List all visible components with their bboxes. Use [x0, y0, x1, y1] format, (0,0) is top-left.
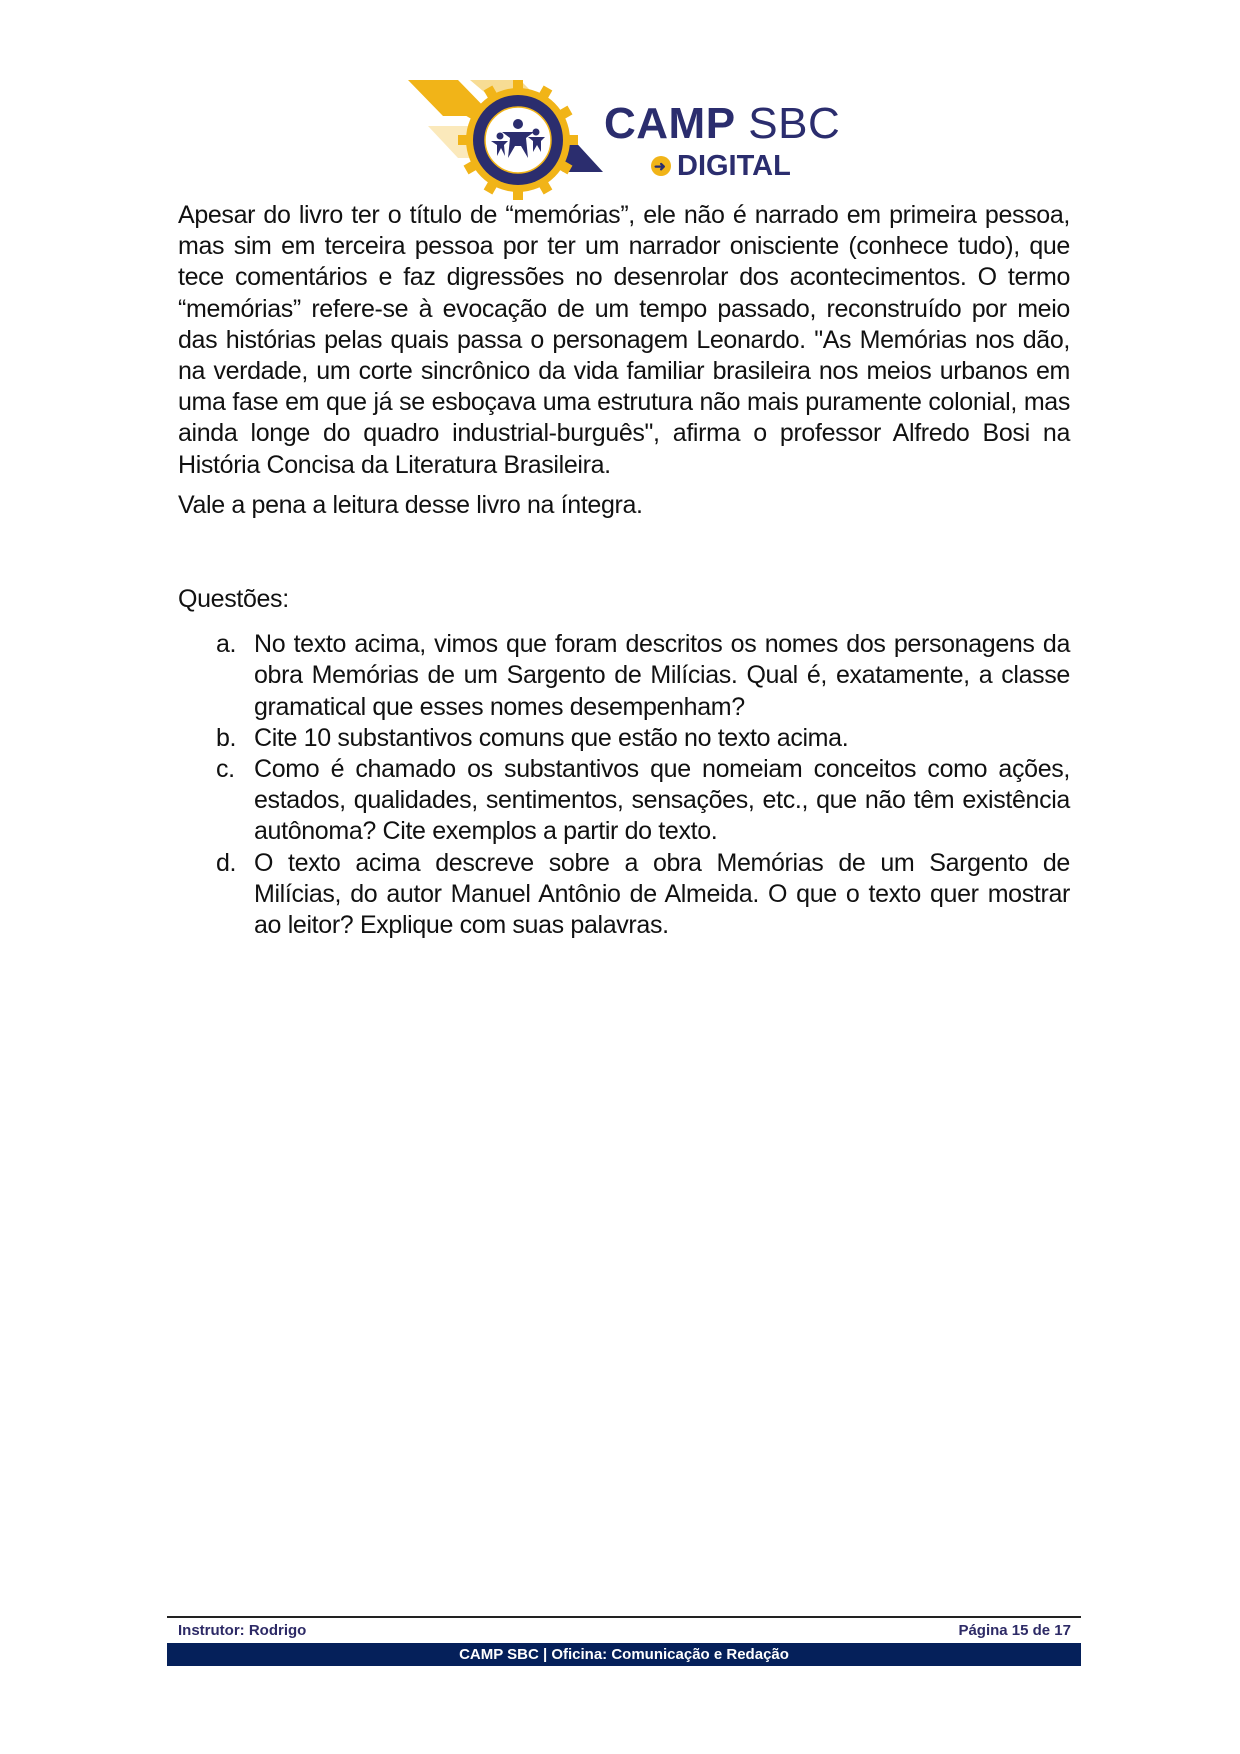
footer-page-number: Página 15 de 17 — [958, 1621, 1071, 1639]
brand-subtitle — [651, 150, 791, 182]
question-item — [178, 754, 1070, 848]
question-text: Cite 10 substantivos comuns que estão no texto acima. — [254, 723, 849, 752]
question-marker: b. — [216, 723, 237, 752]
question-text: No texto acima, vimos que foram descritos os nomes dos personagens da obra Memórias de um Sargento de Milícias. Qual é, exatamente, a classe gramatical que esses nomes desempenham? — [254, 630, 1070, 721]
question-text: O texto acima descreve sobre a obra Memórias de um Sargento de Milícias, do autor Manuel Antônio de Almeida. O que o texto quer mostrar ao leitor? Explique com suas palavras. — [254, 848, 1070, 940]
body-paragraph-1: Apesar do livro ter o título de “memórias”, ele não é narrado em primeira pessoa, mas sim em terceira pessoa por ter um narrador onisciente (conhece tudo), que tece comentários e faz digressões no desenrolar dos acontecimentos. O termo “memórias” refere-se à evocação de um tempo passado, reconstruído por meio das histórias pelas quais passa o personagem Leonardo. "As Memórias nos dão, na verdade, um corte sincrônico da vida familiar brasileira nos meios urbanos em uma fase em que já se esboçava uma estrutura não mais puramente colonial, mas ainda longe do quadro industrial-burguês", afirma o professor Alfredo Bosi na História Concisa da Literatura Brasileira. — [178, 201, 1070, 479]
document-body — [178, 200, 1070, 941]
page-footer — [167, 1616, 1081, 1666]
brand-bold: CAMP — [604, 99, 736, 148]
logo-emblem — [408, 78, 608, 200]
questions-list — [178, 629, 1070, 941]
brand-title — [604, 100, 840, 148]
footer-info-row — [167, 1618, 1081, 1640]
brand-regular: SBC — [748, 99, 841, 148]
question-item — [178, 723, 1070, 754]
body-paragraph-2: Vale a pena a leitura desse livro na íntegra. — [178, 490, 643, 519]
question-marker: c. — [216, 755, 235, 784]
question-text: Como é chamado os substantivos que nomeiam conceitos como ações, estados, qualidades, sentimentos, sensações, etc., que não têm existência autônoma? Cite exemplos a partir do texto. — [254, 755, 1070, 846]
camp-sbc-logo — [408, 78, 848, 200]
arrow-right-circle-icon — [651, 156, 671, 176]
questions-heading: Questões: — [178, 585, 289, 614]
question-marker: a. — [216, 630, 237, 659]
question-marker: d. — [216, 848, 237, 877]
question-item — [178, 629, 1070, 723]
question-item — [178, 848, 1070, 942]
brand-sub-text: DIGITAL — [677, 150, 791, 182]
footer-instructor: Instrutor: Rodrigo — [178, 1621, 307, 1639]
footer-course-bar: CAMP SBC | Oficina: Comunicação e Redação — [167, 1643, 1081, 1666]
gear-seal-icon — [458, 80, 578, 200]
